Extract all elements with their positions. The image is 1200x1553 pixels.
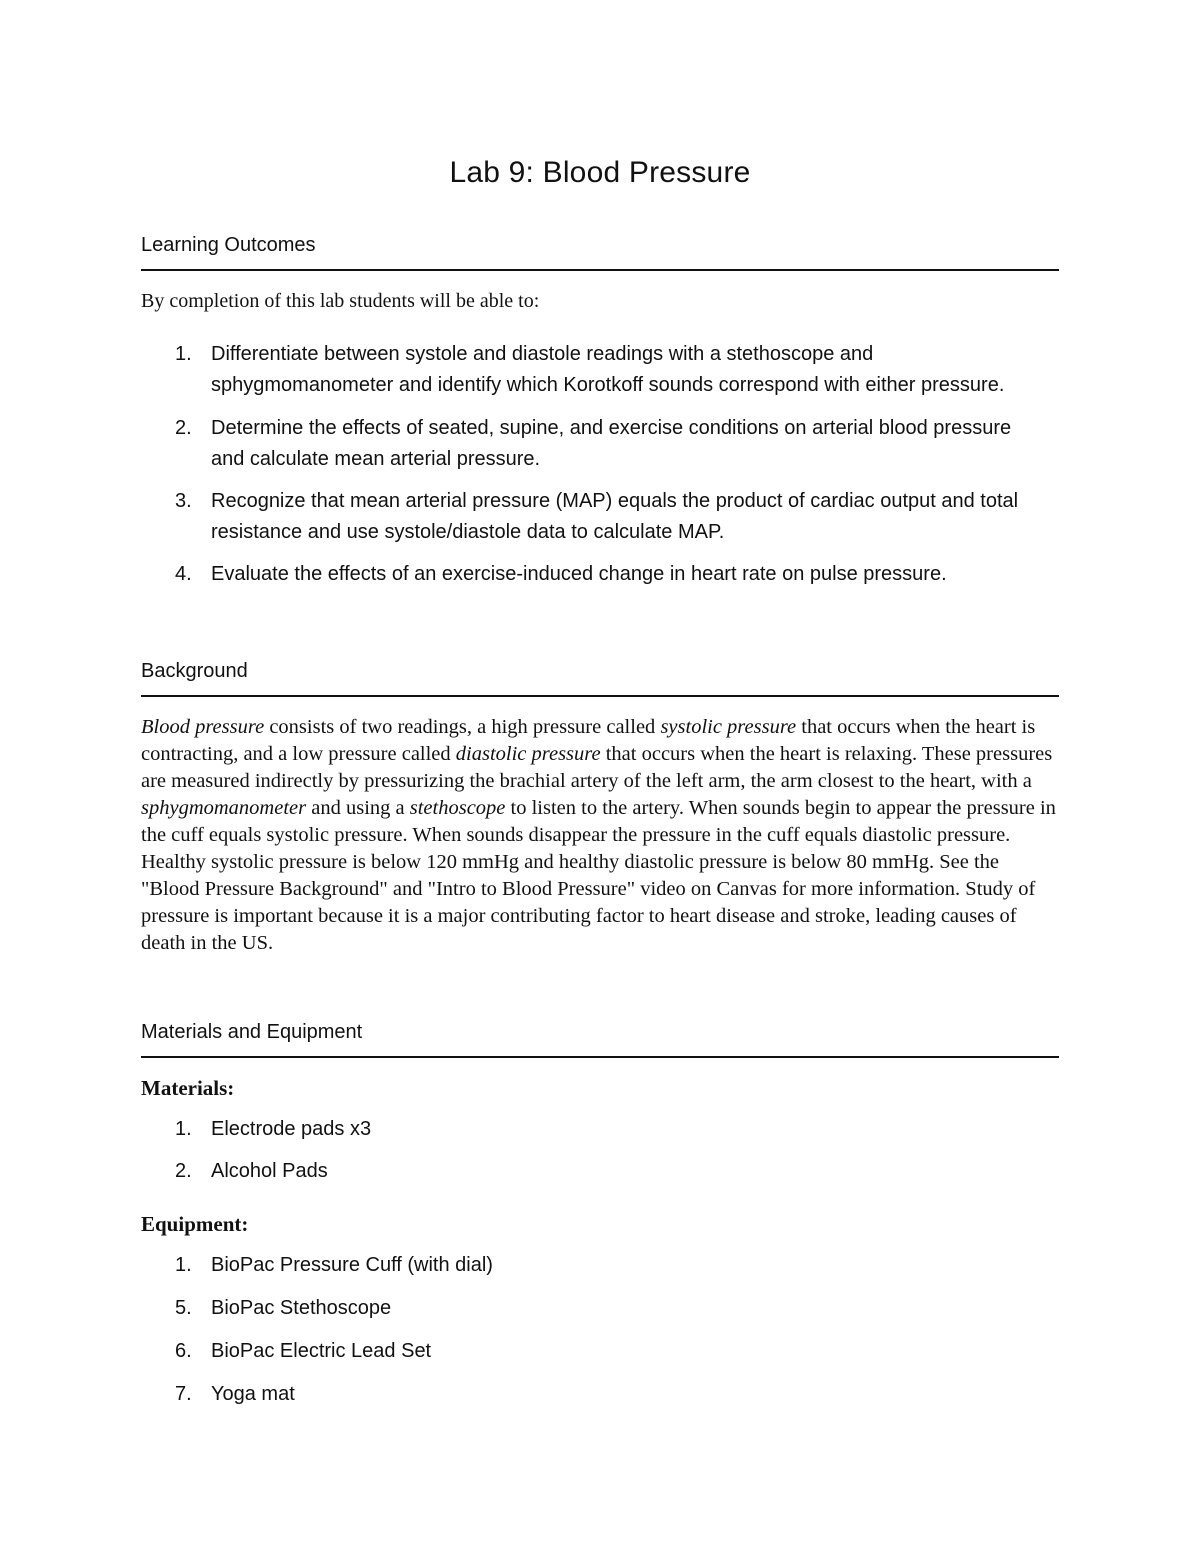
list-item <box>141 1114 1059 1145</box>
list-item <box>141 1379 1059 1410</box>
list-item-text: BioPac Pressure Cuff (with dial) <box>211 1254 493 1276</box>
list-item-text: Differentiate between systole and diastole readings with a stethoscope and sphygmomanometer and identify which Korotkoff sounds correspond with either pressure. <box>211 343 1005 396</box>
list-item-number: 2. <box>175 417 192 439</box>
list-item-text: Alcohol Pads <box>211 1160 328 1182</box>
background-text: that occurs when the heart is relaxing. These pressures are measured indirectly by pressurizing the brachial artery of the left arm, the arm closest to the heart, with a <box>141 743 1053 792</box>
equipment-list <box>141 1250 1059 1410</box>
background-text: to listen to the artery. When sounds begin to appear the pressure in the cuff equals systolic pressure. When sounds disappear the pressure in the cuff equals diastolic pressure. Healthy systolic pressure is below 120 mmHg and healthy diastolic pressure is below 80 mmHg. See the "Blood Pressure Background" and "Intro to Blood Pressure" video on Canvas for more information. Study of pressure is important because it is a major contributing factor to heart disease and stroke, leading causes of death in the US. <box>141 797 1056 954</box>
list-item-number: 1. <box>175 1254 192 1276</box>
list-item <box>141 1293 1059 1324</box>
background-text: that occurs when the heart is contracting, and a low pressure called <box>141 716 1036 765</box>
list-item <box>141 1336 1059 1367</box>
list-item-text: Recognize that mean arterial pressure (MAP) equals the product of cardiac output and total resistance and use systole/diastole data to calculate MAP. <box>211 490 1019 543</box>
learning-outcomes-heading: Learning Outcomes <box>141 234 1059 271</box>
list-item-number: 3. <box>175 490 192 512</box>
list-item-text: Yoga mat <box>211 1383 295 1405</box>
term-stethoscope: stethoscope <box>409 797 506 819</box>
list-item-text: BioPac Electric Lead Set <box>211 1340 432 1362</box>
list-item-text: BioPac Stethoscope <box>211 1297 392 1319</box>
term-diastolic-pressure: diastolic pressure <box>455 743 601 765</box>
list-item-number: 4. <box>175 563 192 585</box>
list-item <box>141 413 1059 475</box>
materials-label: Materials: <box>141 1076 235 1100</box>
equipment-label: Equipment: <box>141 1212 249 1236</box>
list-item <box>141 486 1059 548</box>
learning-outcomes-list <box>141 339 1059 590</box>
materials-equipment-heading: Materials and Equipment <box>141 1021 1059 1058</box>
learning-outcomes-intro: By completion of this lab students will be able to: <box>141 290 540 312</box>
term-blood-pressure: Blood pressure <box>141 716 265 738</box>
list-item <box>141 339 1059 401</box>
list-item <box>141 1156 1059 1187</box>
background-text: and using a <box>306 797 410 819</box>
term-sphygmomanometer: sphygmomanometer <box>141 797 307 819</box>
list-item <box>141 1250 1059 1281</box>
list-item-number: 2. <box>175 1160 192 1182</box>
list-item-number: 7. <box>175 1383 192 1405</box>
term-systolic-pressure: systolic pressure <box>660 716 797 738</box>
list-item-number: 6. <box>175 1340 192 1362</box>
list-item-number: 1. <box>175 343 192 365</box>
list-item-number: 5. <box>175 1297 192 1319</box>
background-heading: Background <box>141 660 1059 697</box>
list-item-text: Evaluate the effects of an exercise-induced change in heart rate on pulse pressure. <box>211 563 947 585</box>
materials-list <box>141 1114 1059 1187</box>
list-item-text: Electrode pads x3 <box>211 1118 372 1140</box>
list-item <box>141 559 1059 590</box>
background-text: consists of two readings, a high pressure called <box>264 716 661 738</box>
list-item-text: Determine the effects of seated, supine, and exercise conditions on arterial blood pressure and calculate mean arterial pressure. <box>211 417 1012 470</box>
page-title: Lab 9: Blood Pressure <box>449 156 751 189</box>
background-paragraph <box>141 714 1059 957</box>
list-item-number: 1. <box>175 1118 192 1140</box>
